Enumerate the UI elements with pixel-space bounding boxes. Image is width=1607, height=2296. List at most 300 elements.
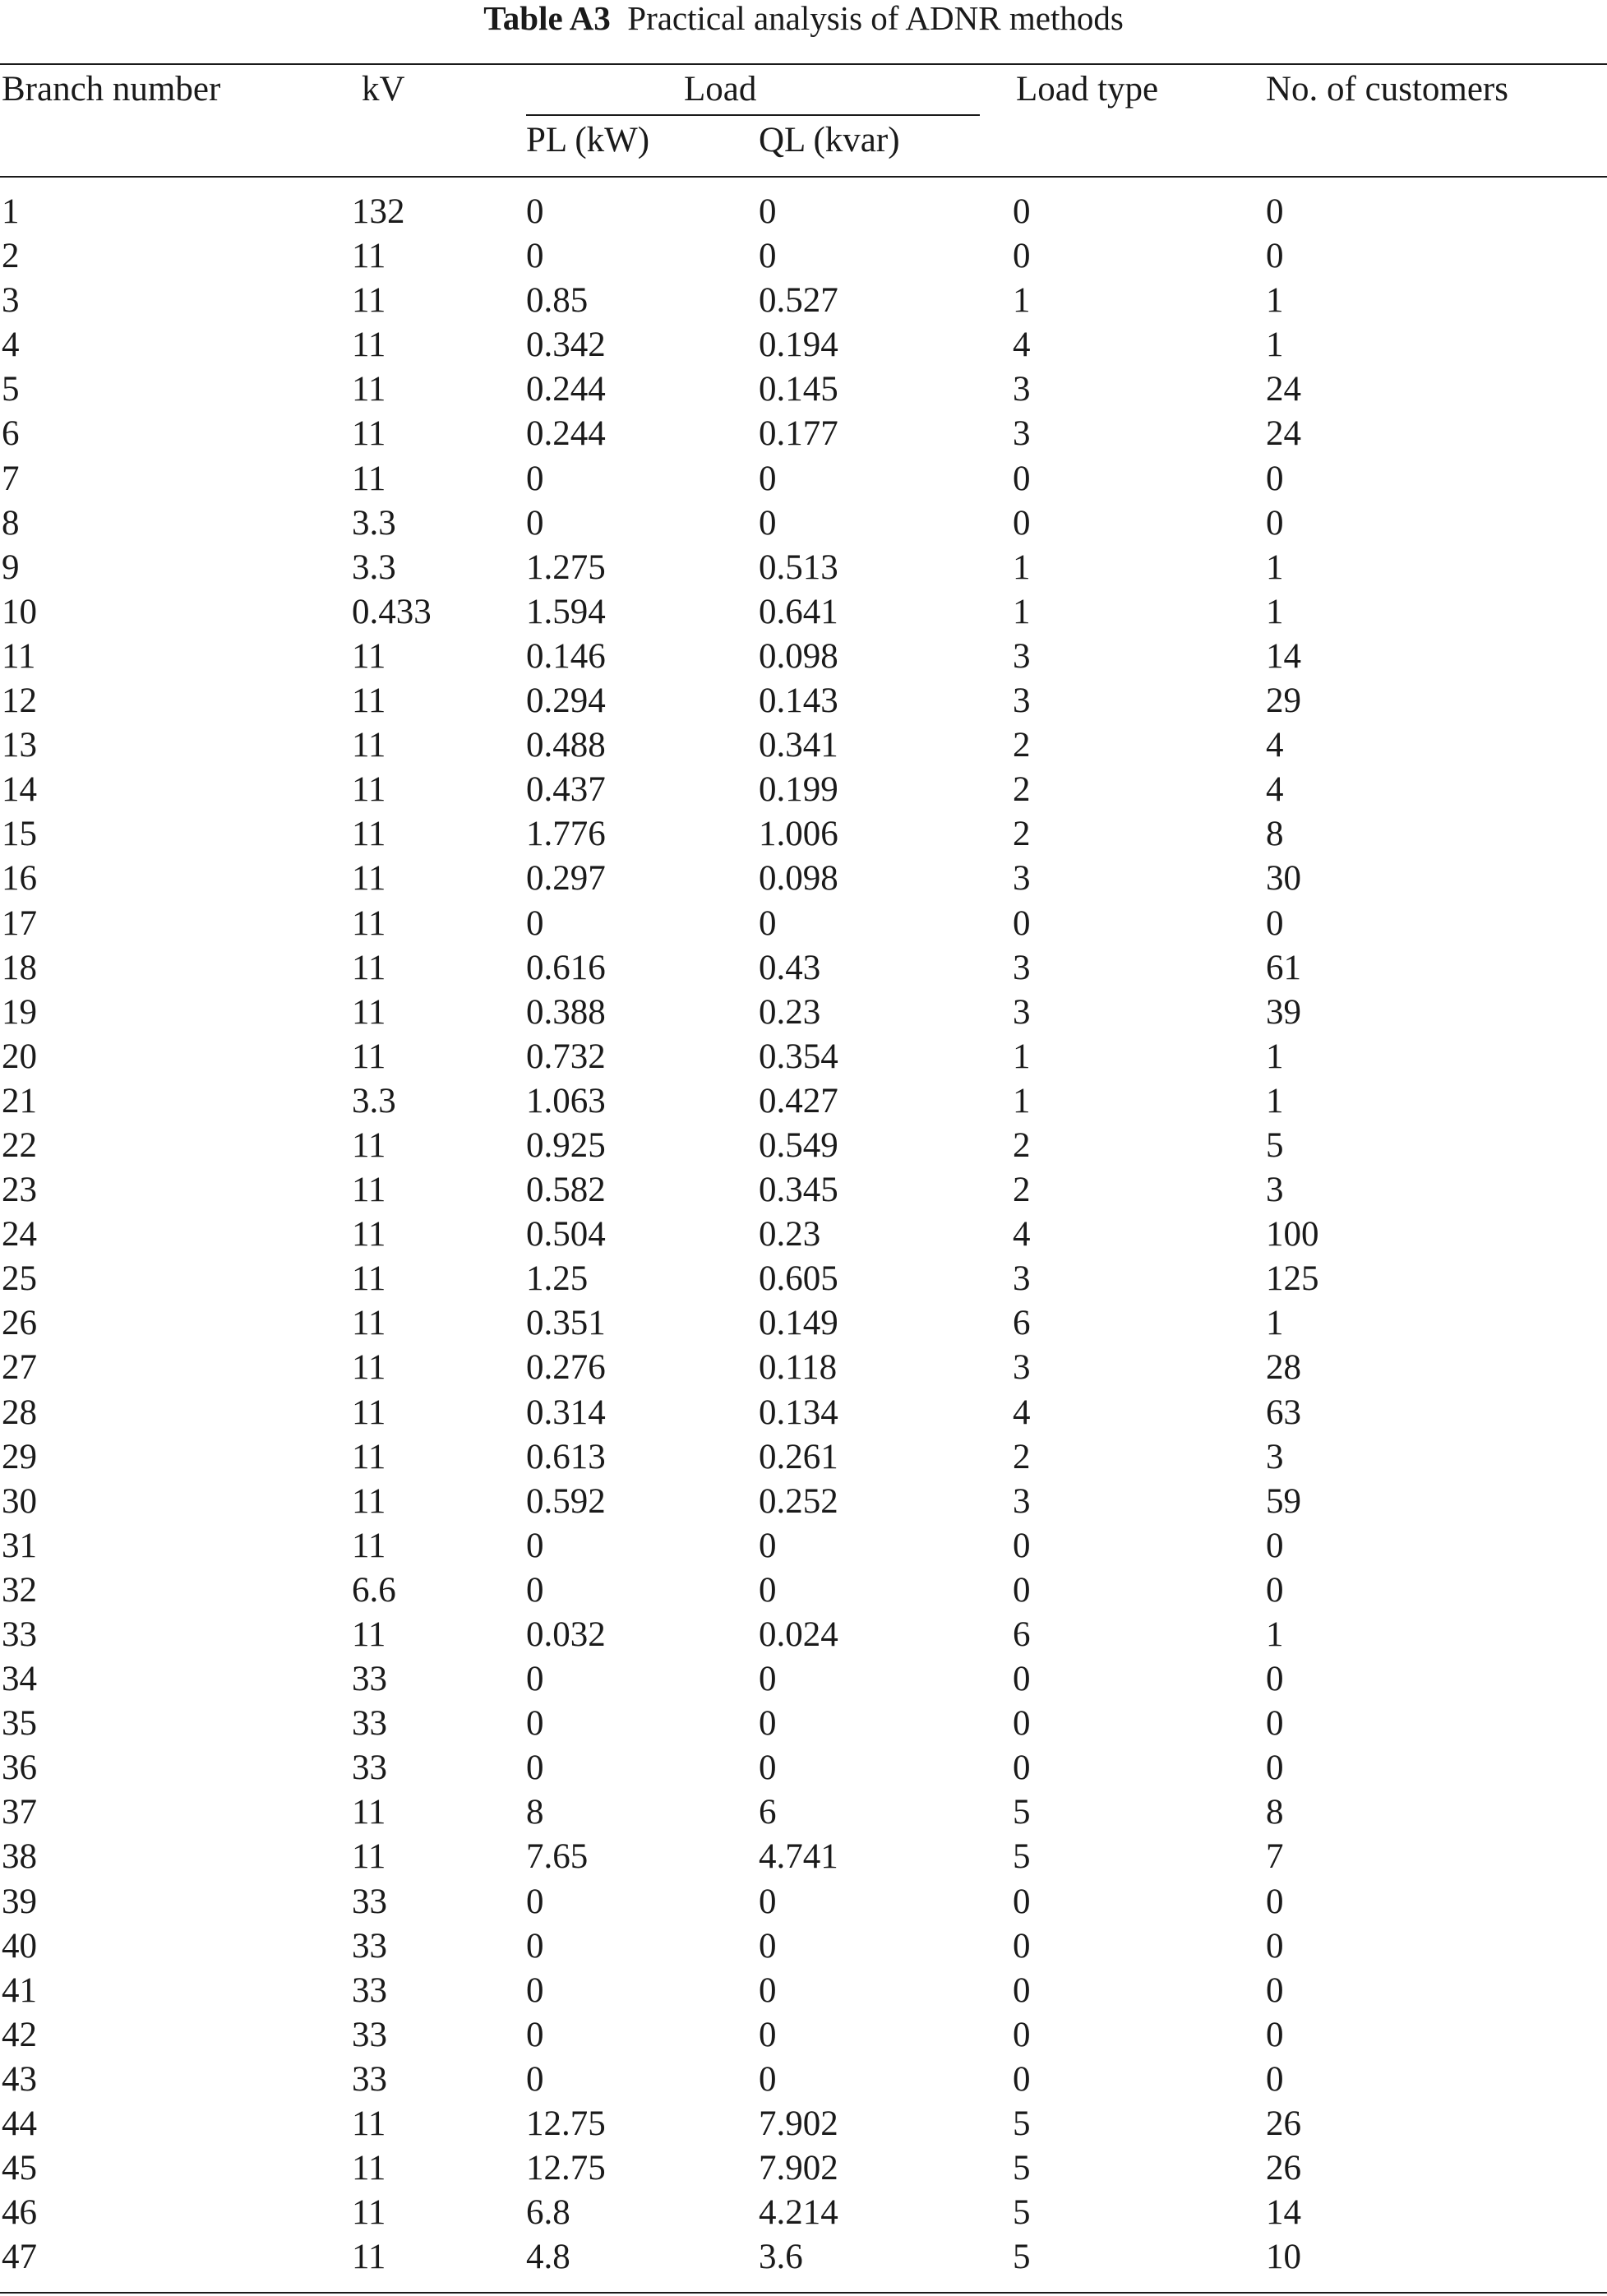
cell-ql: 0.641 bbox=[759, 592, 838, 631]
table-row bbox=[0, 190, 1607, 234]
cell-branch-number: 43 bbox=[2, 2059, 37, 2099]
cell-branch-number: 37 bbox=[2, 1793, 37, 1832]
cell-kv: 11 bbox=[352, 992, 386, 1032]
cell-ql: 3.6 bbox=[759, 2238, 803, 2277]
table-row bbox=[0, 234, 1607, 279]
cell-kv: 33 bbox=[352, 2059, 387, 2099]
cell-ql: 0 bbox=[759, 1970, 777, 2010]
cell-branch-number: 15 bbox=[2, 815, 37, 854]
cell-pl: 0.276 bbox=[526, 1348, 606, 1388]
table-row bbox=[0, 1391, 1607, 1435]
cell-branch-number: 36 bbox=[2, 1749, 37, 1788]
table-row bbox=[0, 1924, 1607, 1969]
cell-branch-number: 47 bbox=[2, 2238, 37, 2277]
cell-load-type: 3 bbox=[1013, 859, 1031, 899]
table-row bbox=[0, 1702, 1607, 1746]
cell-customers: 1 bbox=[1266, 1304, 1284, 1343]
cell-customers: 0 bbox=[1266, 237, 1284, 276]
cell-ql: 7.902 bbox=[759, 2104, 838, 2144]
cell-ql: 0 bbox=[759, 903, 777, 943]
cell-branch-number: 19 bbox=[2, 992, 37, 1032]
cell-pl: 0 bbox=[526, 1660, 544, 1699]
cell-kv: 11 bbox=[352, 1437, 386, 1476]
cell-pl: 1.776 bbox=[526, 815, 606, 854]
table-caption bbox=[0, 0, 1607, 36]
cell-kv: 11 bbox=[352, 459, 386, 498]
cell-customers: 29 bbox=[1266, 681, 1301, 721]
cell-pl: 0.488 bbox=[526, 726, 606, 765]
table-row bbox=[0, 2058, 1607, 2102]
cell-branch-number: 6 bbox=[2, 414, 20, 454]
cell-ql: 4.214 bbox=[759, 2193, 838, 2233]
cell-pl: 0 bbox=[526, 2015, 544, 2054]
cell-branch-number: 27 bbox=[2, 1348, 37, 1388]
cell-pl: 0.504 bbox=[526, 1215, 606, 1254]
cell-branch-number: 42 bbox=[2, 2015, 37, 2054]
table-row bbox=[0, 501, 1607, 546]
table-row bbox=[0, 1657, 1607, 1702]
cell-pl: 0 bbox=[526, 459, 544, 498]
cell-branch-number: 11 bbox=[2, 636, 36, 676]
cell-kv: 11 bbox=[352, 414, 386, 454]
cell-kv: 11 bbox=[352, 815, 386, 854]
cell-load-type: 3 bbox=[1013, 414, 1031, 454]
bottom-rule bbox=[0, 2292, 1607, 2294]
cell-ql: 0.118 bbox=[759, 1348, 838, 1388]
cell-customers: 1 bbox=[1266, 1037, 1284, 1076]
cell-ql: 0 bbox=[759, 237, 777, 276]
cell-pl: 0 bbox=[526, 1749, 544, 1788]
table-row bbox=[0, 1213, 1607, 1257]
cell-branch-number: 32 bbox=[2, 1570, 37, 1610]
table-row bbox=[0, 367, 1607, 412]
cell-kv: 11 bbox=[352, 770, 386, 810]
cell-kv: 11 bbox=[352, 2104, 386, 2144]
table-row bbox=[0, 412, 1607, 456]
cell-kv: 11 bbox=[352, 1793, 386, 1832]
cell-load-type: 2 bbox=[1013, 1125, 1031, 1165]
table-row bbox=[0, 1168, 1607, 1213]
cell-branch-number: 39 bbox=[2, 1882, 37, 1921]
cell-customers: 1 bbox=[1266, 592, 1284, 631]
cell-ql: 0.43 bbox=[759, 948, 821, 987]
cell-kv: 11 bbox=[352, 1348, 386, 1388]
cell-ql: 0.145 bbox=[759, 370, 838, 409]
cell-load-type: 4 bbox=[1013, 326, 1031, 365]
table-row bbox=[0, 679, 1607, 723]
cell-customers: 14 bbox=[1266, 636, 1301, 676]
table-row bbox=[0, 546, 1607, 590]
cell-customers: 0 bbox=[1266, 1660, 1284, 1699]
cell-ql: 0.527 bbox=[759, 281, 838, 321]
cell-branch-number: 21 bbox=[2, 1081, 37, 1120]
cell-customers: 14 bbox=[1266, 2193, 1301, 2233]
cell-kv: 11 bbox=[352, 636, 386, 676]
table-row bbox=[0, 1568, 1607, 1613]
cell-branch-number: 3 bbox=[2, 281, 20, 321]
cell-pl: 0.437 bbox=[526, 770, 606, 810]
cell-customers: 1 bbox=[1266, 326, 1284, 365]
cell-pl: 0 bbox=[526, 1970, 544, 2010]
cell-branch-number: 13 bbox=[2, 726, 37, 765]
cell-pl: 0.388 bbox=[526, 992, 606, 1032]
cell-ql: 0 bbox=[759, 2059, 777, 2099]
cell-customers: 59 bbox=[1266, 1481, 1301, 1521]
cell-branch-number: 7 bbox=[2, 459, 20, 498]
cell-branch-number: 31 bbox=[2, 1526, 37, 1565]
cell-ql: 4.741 bbox=[759, 1837, 838, 1877]
cell-branch-number: 9 bbox=[2, 547, 20, 587]
cell-ql: 0 bbox=[759, 2015, 777, 2054]
cell-customers: 8 bbox=[1266, 815, 1284, 854]
cell-branch-number: 14 bbox=[2, 770, 37, 810]
table-row bbox=[0, 2235, 1607, 2280]
cell-pl: 0.032 bbox=[526, 1615, 606, 1654]
cell-ql: 0.23 bbox=[759, 992, 821, 1032]
cell-customers: 100 bbox=[1266, 1215, 1319, 1254]
cell-ql: 0.134 bbox=[759, 1393, 838, 1432]
cell-load-type: 1 bbox=[1013, 1037, 1031, 1076]
table-row bbox=[0, 279, 1607, 323]
table-row bbox=[0, 323, 1607, 367]
cell-pl: 0 bbox=[526, 1882, 544, 1921]
cell-customers: 0 bbox=[1266, 1526, 1284, 1565]
cell-branch-number: 12 bbox=[2, 681, 37, 721]
cell-kv: 33 bbox=[352, 1970, 387, 2010]
cell-ql: 0.177 bbox=[759, 414, 838, 454]
cell-kv: 33 bbox=[352, 1704, 387, 1744]
cell-kv: 11 bbox=[352, 1481, 386, 1521]
cell-ql: 0.427 bbox=[759, 1081, 838, 1120]
table-row bbox=[0, 1435, 1607, 1480]
cell-ql: 0.345 bbox=[759, 1171, 838, 1210]
cell-ql: 0.354 bbox=[759, 1037, 838, 1076]
cell-branch-number: 5 bbox=[2, 370, 20, 409]
cell-load-type: 2 bbox=[1013, 815, 1031, 854]
cell-pl: 6.8 bbox=[526, 2193, 570, 2233]
cell-branch-number: 10 bbox=[2, 592, 37, 631]
cell-ql: 0.143 bbox=[759, 681, 838, 721]
table-row bbox=[0, 1301, 1607, 1346]
cell-customers: 0 bbox=[1266, 1749, 1284, 1788]
cell-customers: 0 bbox=[1266, 1704, 1284, 1744]
cell-ql: 7.902 bbox=[759, 2149, 838, 2188]
cell-kv: 11 bbox=[352, 1125, 386, 1165]
cell-kv: 11 bbox=[352, 1259, 386, 1299]
cell-load-type: 3 bbox=[1013, 992, 1031, 1032]
cell-branch-number: 29 bbox=[2, 1437, 37, 1476]
table-row bbox=[0, 1524, 1607, 1568]
cell-load-type: 0 bbox=[1013, 192, 1031, 231]
cell-customers: 3 bbox=[1266, 1437, 1284, 1476]
cell-kv: 6.6 bbox=[352, 1570, 396, 1610]
cell-pl: 7.65 bbox=[526, 1837, 589, 1877]
cell-ql: 0 bbox=[759, 1704, 777, 1744]
cell-pl: 1.275 bbox=[526, 547, 606, 587]
cell-ql: 0 bbox=[759, 1749, 777, 1788]
caption-label: Table A3 bbox=[483, 0, 611, 37]
cell-kv: 11 bbox=[352, 1526, 386, 1565]
cell-load-type: 1 bbox=[1013, 547, 1031, 587]
cell-pl: 0 bbox=[526, 237, 544, 276]
cell-load-type: 0 bbox=[1013, 1704, 1031, 1744]
header-ql-kvar: QL (kvar) bbox=[759, 121, 900, 159]
cell-load-type: 0 bbox=[1013, 1749, 1031, 1788]
cell-pl: 0 bbox=[526, 2059, 544, 2099]
cell-load-type: 3 bbox=[1013, 370, 1031, 409]
cell-branch-number: 2 bbox=[2, 237, 20, 276]
cell-pl: 8 bbox=[526, 1793, 544, 1832]
cell-kv: 3.3 bbox=[352, 503, 396, 543]
cell-ql: 0.252 bbox=[759, 1481, 838, 1521]
cell-load-type: 1 bbox=[1013, 281, 1031, 321]
cell-pl: 0 bbox=[526, 192, 544, 231]
cell-kv: 11 bbox=[352, 903, 386, 943]
cell-pl: 1.25 bbox=[526, 1259, 589, 1299]
cell-load-type: 2 bbox=[1013, 1437, 1031, 1476]
header-kv: kV bbox=[362, 70, 405, 109]
cell-load-type: 4 bbox=[1013, 1215, 1031, 1254]
cell-pl: 0.294 bbox=[526, 681, 606, 721]
cell-ql: 0 bbox=[759, 1526, 777, 1565]
cell-ql: 0.605 bbox=[759, 1259, 838, 1299]
cell-customers: 0 bbox=[1266, 2059, 1284, 2099]
table-row bbox=[0, 1346, 1607, 1390]
cell-customers: 61 bbox=[1266, 948, 1301, 987]
cell-kv: 132 bbox=[352, 192, 405, 231]
header-branch-number: Branch number bbox=[2, 70, 221, 109]
cell-load-type: 5 bbox=[1013, 2149, 1031, 2188]
cell-branch-number: 20 bbox=[2, 1037, 37, 1076]
cell-load-type: 0 bbox=[1013, 237, 1031, 276]
cell-branch-number: 40 bbox=[2, 1926, 37, 1966]
cell-branch-number: 45 bbox=[2, 2149, 37, 2188]
cell-customers: 10 bbox=[1266, 2238, 1301, 2277]
cell-ql: 1.006 bbox=[759, 815, 838, 854]
cell-branch-number: 22 bbox=[2, 1125, 37, 1165]
cell-branch-number: 17 bbox=[2, 903, 37, 943]
cell-branch-number: 28 bbox=[2, 1393, 37, 1432]
cell-customers: 0 bbox=[1266, 1882, 1284, 1921]
cell-pl: 0 bbox=[526, 903, 544, 943]
table-row bbox=[0, 1835, 1607, 1879]
cell-ql: 0.098 bbox=[759, 859, 838, 899]
cell-branch-number: 25 bbox=[2, 1259, 37, 1299]
cell-branch-number: 4 bbox=[2, 326, 20, 365]
cell-pl: 0.244 bbox=[526, 370, 606, 409]
cell-ql: 0 bbox=[759, 459, 777, 498]
cell-customers: 125 bbox=[1266, 1259, 1319, 1299]
cell-ql: 0 bbox=[759, 1570, 777, 1610]
table-row bbox=[0, 857, 1607, 901]
cell-pl: 0.616 bbox=[526, 948, 606, 987]
table-row bbox=[0, 2013, 1607, 2058]
cell-pl: 0 bbox=[526, 503, 544, 543]
table-row bbox=[0, 2102, 1607, 2146]
cell-load-type: 5 bbox=[1013, 2104, 1031, 2144]
cell-kv: 11 bbox=[352, 1615, 386, 1654]
top-rule bbox=[0, 63, 1607, 65]
cell-kv: 11 bbox=[352, 237, 386, 276]
cell-branch-number: 24 bbox=[2, 1215, 37, 1254]
cell-kv: 33 bbox=[352, 1926, 387, 1966]
cell-customers: 0 bbox=[1266, 1570, 1284, 1610]
cell-ql: 0 bbox=[759, 503, 777, 543]
cell-load-type: 0 bbox=[1013, 1882, 1031, 1921]
cell-kv: 11 bbox=[352, 2238, 386, 2277]
cell-customers: 24 bbox=[1266, 370, 1301, 409]
cell-branch-number: 41 bbox=[2, 1970, 37, 2010]
cell-pl: 12.75 bbox=[526, 2104, 606, 2144]
cell-load-type: 3 bbox=[1013, 1348, 1031, 1388]
cell-ql: 0 bbox=[759, 1926, 777, 1966]
table-row bbox=[0, 946, 1607, 991]
cell-ql: 0 bbox=[759, 192, 777, 231]
cell-ql: 0 bbox=[759, 1660, 777, 1699]
cell-load-type: 3 bbox=[1013, 1481, 1031, 1521]
cell-kv: 11 bbox=[352, 1837, 386, 1877]
table-row bbox=[0, 1257, 1607, 1301]
cell-customers: 39 bbox=[1266, 992, 1301, 1032]
table-row bbox=[0, 768, 1607, 812]
cell-pl: 1.063 bbox=[526, 1081, 606, 1120]
table-row bbox=[0, 1480, 1607, 1524]
cell-pl: 0 bbox=[526, 1526, 544, 1565]
cell-branch-number: 44 bbox=[2, 2104, 37, 2144]
cell-branch-number: 33 bbox=[2, 1615, 37, 1654]
header-load: Load bbox=[684, 70, 757, 109]
cell-kv: 3.3 bbox=[352, 1081, 396, 1120]
cell-pl: 0.342 bbox=[526, 326, 606, 365]
table-row bbox=[0, 590, 1607, 635]
table-row bbox=[0, 902, 1607, 946]
cell-customers: 0 bbox=[1266, 192, 1284, 231]
cell-kv: 33 bbox=[352, 1660, 387, 1699]
table-body bbox=[0, 190, 1607, 2280]
cell-load-type: 5 bbox=[1013, 2238, 1031, 2277]
cell-ql: 0.549 bbox=[759, 1125, 838, 1165]
cell-load-type: 5 bbox=[1013, 1793, 1031, 1832]
cell-branch-number: 34 bbox=[2, 1660, 37, 1699]
cell-pl: 4.8 bbox=[526, 2238, 570, 2277]
cell-branch-number: 23 bbox=[2, 1171, 37, 1210]
table-row bbox=[0, 1035, 1607, 1079]
cell-ql: 0.098 bbox=[759, 636, 838, 676]
cell-ql: 0.199 bbox=[759, 770, 838, 810]
cell-kv: 11 bbox=[352, 281, 386, 321]
cell-kv: 11 bbox=[352, 2149, 386, 2188]
cell-ql: 0.194 bbox=[759, 326, 838, 365]
cell-ql: 0.261 bbox=[759, 1437, 838, 1476]
cell-load-type: 0 bbox=[1013, 459, 1031, 498]
cell-branch-number: 18 bbox=[2, 948, 37, 987]
cell-customers: 1 bbox=[1266, 547, 1284, 587]
cell-load-type: 2 bbox=[1013, 1171, 1031, 1210]
cell-customers: 3 bbox=[1266, 1171, 1284, 1210]
cell-load-type: 0 bbox=[1013, 1926, 1031, 1966]
cell-ql: 0.341 bbox=[759, 726, 838, 765]
cell-customers: 0 bbox=[1266, 1926, 1284, 1966]
cell-kv: 11 bbox=[352, 1037, 386, 1076]
cell-customers: 1 bbox=[1266, 1081, 1284, 1120]
cell-kv: 11 bbox=[352, 326, 386, 365]
cell-load-type: 5 bbox=[1013, 1837, 1031, 1877]
cell-branch-number: 46 bbox=[2, 2193, 37, 2233]
cell-customers: 63 bbox=[1266, 1393, 1301, 1432]
cell-customers: 0 bbox=[1266, 1970, 1284, 2010]
cell-ql: 0.024 bbox=[759, 1615, 838, 1654]
load-group-rule bbox=[526, 114, 980, 116]
cell-pl: 0.613 bbox=[526, 1437, 606, 1476]
cell-customers: 1 bbox=[1266, 1615, 1284, 1654]
cell-pl: 1.594 bbox=[526, 592, 606, 631]
cell-customers: 0 bbox=[1266, 503, 1284, 543]
cell-customers: 7 bbox=[1266, 1837, 1284, 1877]
cell-customers: 4 bbox=[1266, 770, 1284, 810]
header-rule bbox=[0, 176, 1607, 178]
cell-load-type: 2 bbox=[1013, 770, 1031, 810]
cell-ql: 0.23 bbox=[759, 1215, 821, 1254]
cell-pl: 0.244 bbox=[526, 414, 606, 454]
table-row bbox=[0, 1124, 1607, 1168]
cell-pl: 0.582 bbox=[526, 1171, 606, 1210]
cell-customers: 8 bbox=[1266, 1793, 1284, 1832]
table-row bbox=[0, 635, 1607, 679]
caption-title: Practical analysis of ADNR methods bbox=[627, 0, 1124, 37]
table-row bbox=[0, 1746, 1607, 1790]
cell-load-type: 4 bbox=[1013, 1393, 1031, 1432]
cell-load-type: 3 bbox=[1013, 636, 1031, 676]
cell-customers: 0 bbox=[1266, 903, 1284, 943]
cell-load-type: 0 bbox=[1013, 2059, 1031, 2099]
cell-customers: 26 bbox=[1266, 2104, 1301, 2144]
cell-kv: 33 bbox=[352, 1749, 387, 1788]
cell-pl: 12.75 bbox=[526, 2149, 606, 2188]
cell-ql: 0.149 bbox=[759, 1304, 838, 1343]
cell-load-type: 6 bbox=[1013, 1615, 1031, 1654]
cell-pl: 0 bbox=[526, 1704, 544, 1744]
cell-load-type: 2 bbox=[1013, 726, 1031, 765]
cell-customers: 0 bbox=[1266, 459, 1284, 498]
cell-load-type: 6 bbox=[1013, 1304, 1031, 1343]
table-row bbox=[0, 1613, 1607, 1657]
table-row bbox=[0, 1969, 1607, 2013]
cell-load-type: 0 bbox=[1013, 903, 1031, 943]
cell-load-type: 0 bbox=[1013, 1570, 1031, 1610]
cell-kv: 11 bbox=[352, 859, 386, 899]
cell-pl: 0.146 bbox=[526, 636, 606, 676]
table-row bbox=[0, 723, 1607, 768]
cell-customers: 30 bbox=[1266, 859, 1301, 899]
cell-ql: 0 bbox=[759, 1882, 777, 1921]
cell-load-type: 0 bbox=[1013, 2015, 1031, 2054]
cell-branch-number: 16 bbox=[2, 859, 37, 899]
header-load-type: Load type bbox=[1016, 70, 1159, 109]
cell-load-type: 5 bbox=[1013, 2193, 1031, 2233]
table-row bbox=[0, 1079, 1607, 1124]
cell-pl: 0.351 bbox=[526, 1304, 606, 1343]
cell-pl: 0.314 bbox=[526, 1393, 606, 1432]
cell-kv: 11 bbox=[352, 1304, 386, 1343]
table-row bbox=[0, 2191, 1607, 2235]
table-row bbox=[0, 1880, 1607, 1924]
cell-pl: 0.592 bbox=[526, 1481, 606, 1521]
cell-load-type: 0 bbox=[1013, 1660, 1031, 1699]
table-row bbox=[0, 991, 1607, 1035]
cell-branch-number: 30 bbox=[2, 1481, 37, 1521]
cell-branch-number: 26 bbox=[2, 1304, 37, 1343]
cell-customers: 0 bbox=[1266, 2015, 1284, 2054]
